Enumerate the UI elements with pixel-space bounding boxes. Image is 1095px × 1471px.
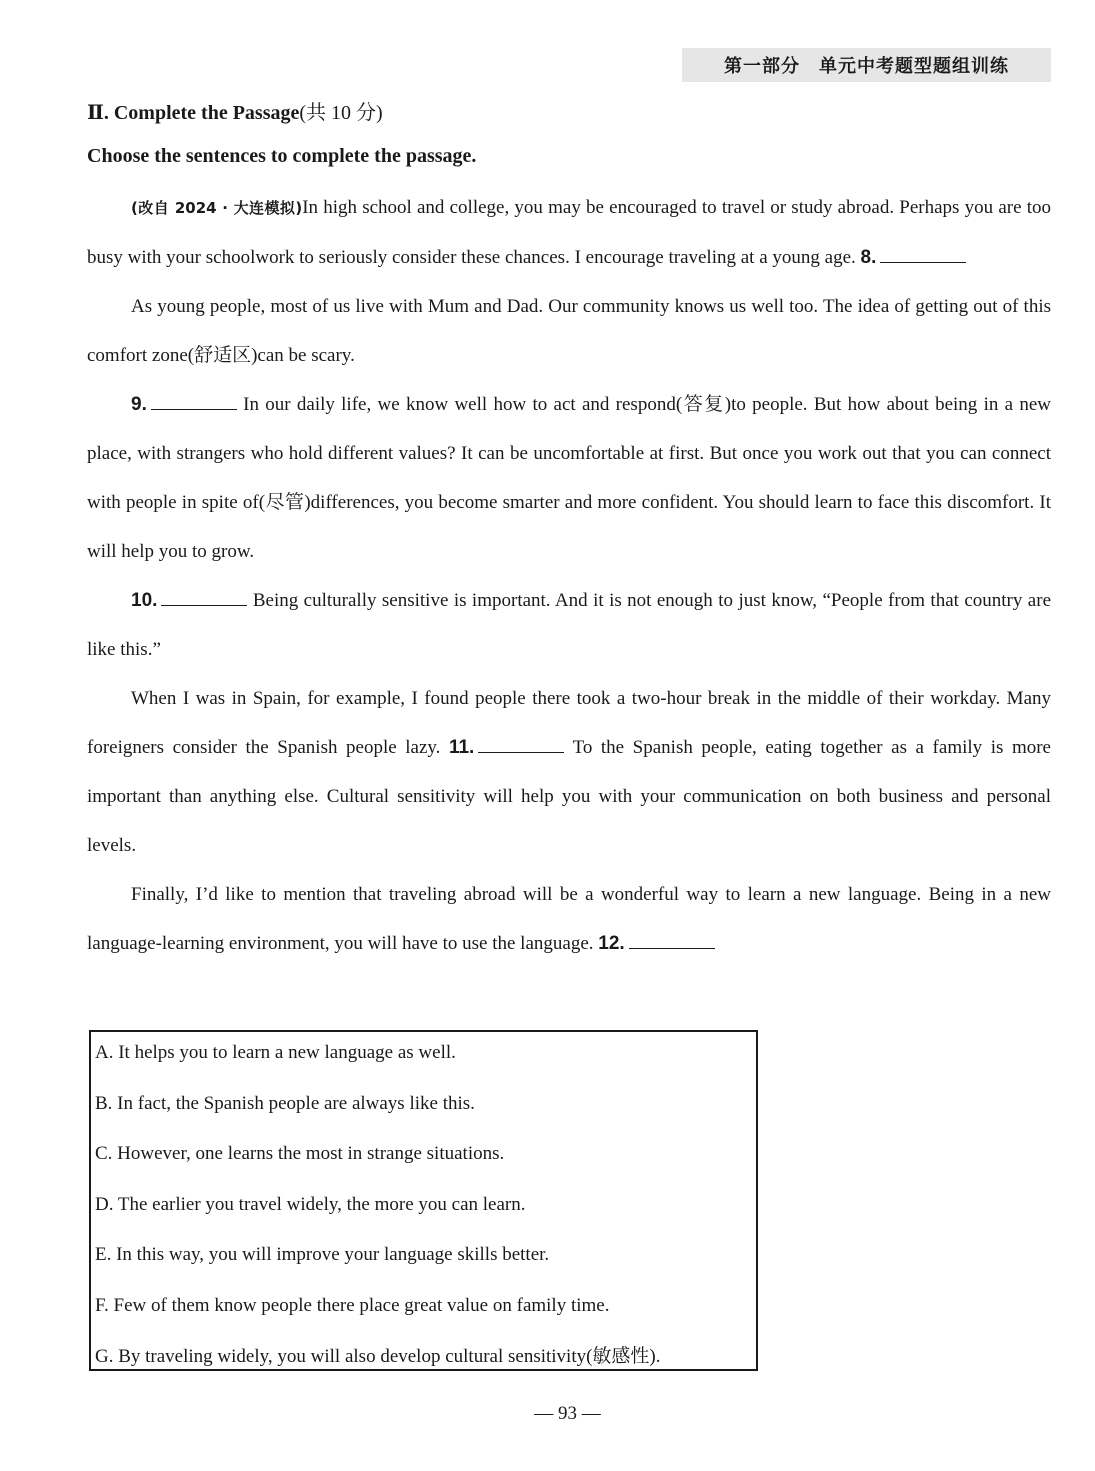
instruction: Choose the sentences to complete the passage.: [87, 145, 477, 167]
question-8-number: 8.: [860, 247, 877, 268]
section-heading: [87, 96, 383, 125]
option-g[interactable]: G. By traveling widely, you will also develop cultural sensitivity(敏感性).: [95, 1345, 661, 1367]
blank-9[interactable]: [151, 395, 237, 410]
paragraph-6: Finally, I’d like to mention that traveling abroad will be a wonderful way to learn a new language. Being in a new language-learning environment, you will have to use the language. 12.: [87, 884, 1051, 954]
paragraph-4: 10. Being culturally sensitive is important. And it is not enough to just know, “People from that country are like this.”: [87, 590, 1052, 660]
paragraph-2: As young people, most of us live with Mum and Dad. Our community knows us well too. The idea of getting out of this comfort zone(舒适区)can be scary.: [87, 296, 1051, 366]
blank-11[interactable]: [478, 738, 564, 753]
page-number: — 93 —: [534, 1403, 601, 1424]
question-10-number: 10.: [131, 590, 158, 611]
blank-10[interactable]: [161, 591, 247, 606]
options-box: [89, 1030, 758, 1371]
option-c[interactable]: C. However, one learns the most in strange situations.: [95, 1143, 505, 1165]
option-e[interactable]: E. In this way, you will improve your language skills better.: [95, 1244, 550, 1266]
paragraph-3: 9. In our daily life, we know well how to act and respond(答复)to people. But how about being in a new place, with strangers who hold different values? It can be uncomfortable at first. But once you work out that you can connect with people in spite of(尽管)differences, you become smarter and more confident. You should learn to face this discomfort. It will help you to grow.: [87, 394, 1052, 562]
option-b[interactable]: B. In fact, the Spanish people are always like this.: [95, 1092, 475, 1114]
question-12-number: 12.: [598, 933, 625, 954]
option-a[interactable]: A. It helps you to learn a new language as well.: [95, 1042, 456, 1063]
section-points: (共 10 分): [299, 102, 383, 124]
blank-12[interactable]: [629, 934, 715, 949]
blank-8[interactable]: [880, 248, 966, 263]
paragraph-1: (改自 2024 · 大连模拟)In high school and college, you may be encouraged to travel or study abroad. Perhaps you are too busy with your schoolwork to seriously consider these chances. I encourage traveling at a young age. 8.: [87, 197, 1051, 268]
source-label: (改自 2024 · 大连模拟): [131, 199, 303, 217]
section-title: Ⅱ. Complete the Passage: [87, 102, 300, 124]
option-d[interactable]: D. The earlier you travel widely, the more you can learn.: [95, 1193, 526, 1215]
question-11-number: 11.: [448, 737, 475, 758]
question-9-number: 9.: [131, 394, 147, 415]
paragraph-5: When I was in Spain, for example, I found people there took a two-hour break in the middle of their workday. Many foreigners consider the Spanish people lazy. 11. To the Spanish people, eating together as a family is more important than anything else. Cultural sensitivity will help you with your communication on both business and personal levels.: [87, 688, 1051, 856]
running-header: 第一部分 单元中考题型题组训练: [682, 48, 1051, 82]
passage: [87, 183, 1051, 968]
option-f[interactable]: F. Few of them know people there place great value on family time.: [95, 1294, 610, 1316]
